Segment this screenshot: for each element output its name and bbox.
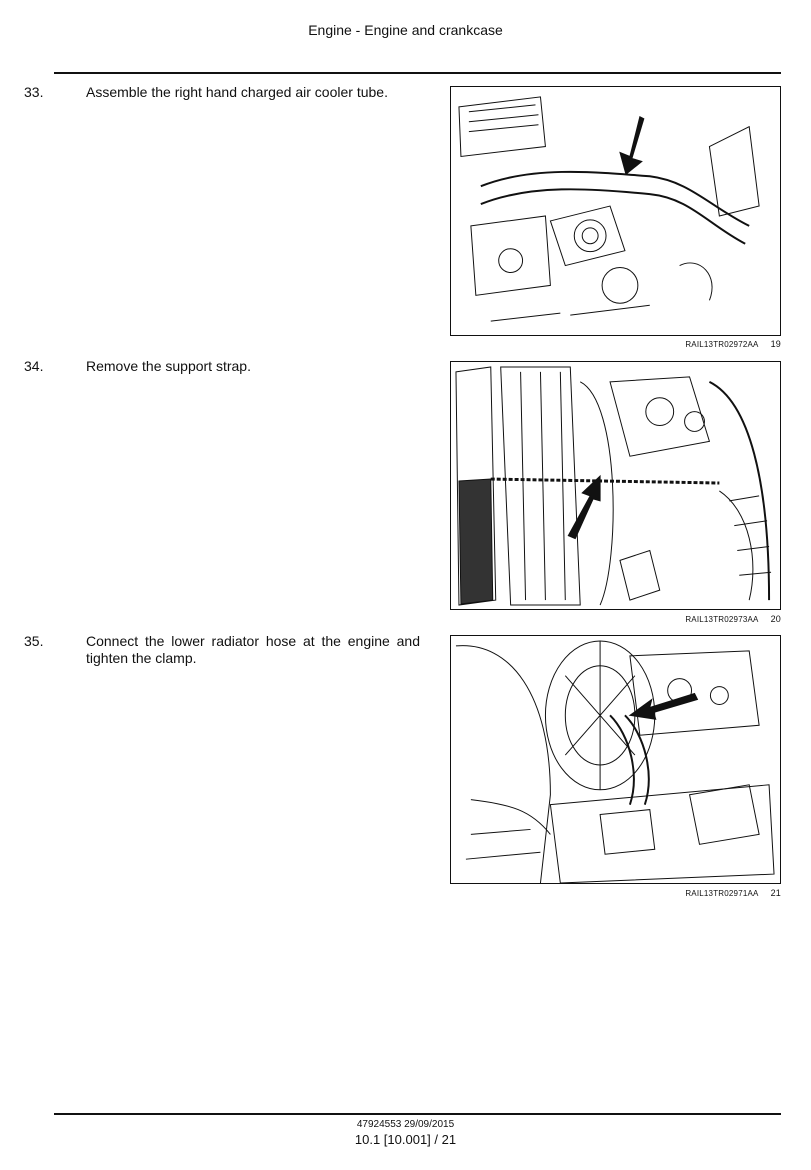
figure-code: RAIL13TR02971AA [685, 889, 759, 898]
step-34 [24, 358, 420, 375]
figure-number: 21 [770, 888, 781, 898]
step-number: 34. [24, 358, 44, 374]
figure-code: RAIL13TR02972AA [685, 340, 759, 349]
page-header-title: Engine - Engine and crankcase [308, 22, 503, 38]
figure-19-illustration [450, 86, 781, 336]
figure-code: RAIL13TR02973AA [685, 615, 759, 624]
footer-rule [54, 1113, 781, 1115]
figure-21-illustration [450, 635, 781, 884]
step-33 [24, 84, 420, 101]
step-text: Assemble the right hand charged air cooler tube. [86, 84, 388, 100]
step-35 [24, 633, 420, 667]
header-rule [54, 72, 781, 74]
step-text: Remove the support strap. [86, 358, 251, 374]
figure-21-caption [450, 888, 781, 898]
footer-page-ref: 10.1 [10.001] / 21 [354, 1132, 457, 1147]
figure-19-caption [450, 339, 781, 349]
step-number: 33. [24, 84, 44, 100]
footer-doc-ref: 47924553 29/09/2015 [356, 1119, 455, 1130]
figure-number: 20 [770, 614, 781, 624]
figure-number: 19 [770, 339, 781, 349]
figure-20-caption [450, 614, 781, 624]
figure-20-illustration [450, 361, 781, 610]
step-number: 35. [24, 633, 44, 649]
step-text: Connect the lower radiator hose at the engine and tighten the clamp. [86, 633, 420, 666]
